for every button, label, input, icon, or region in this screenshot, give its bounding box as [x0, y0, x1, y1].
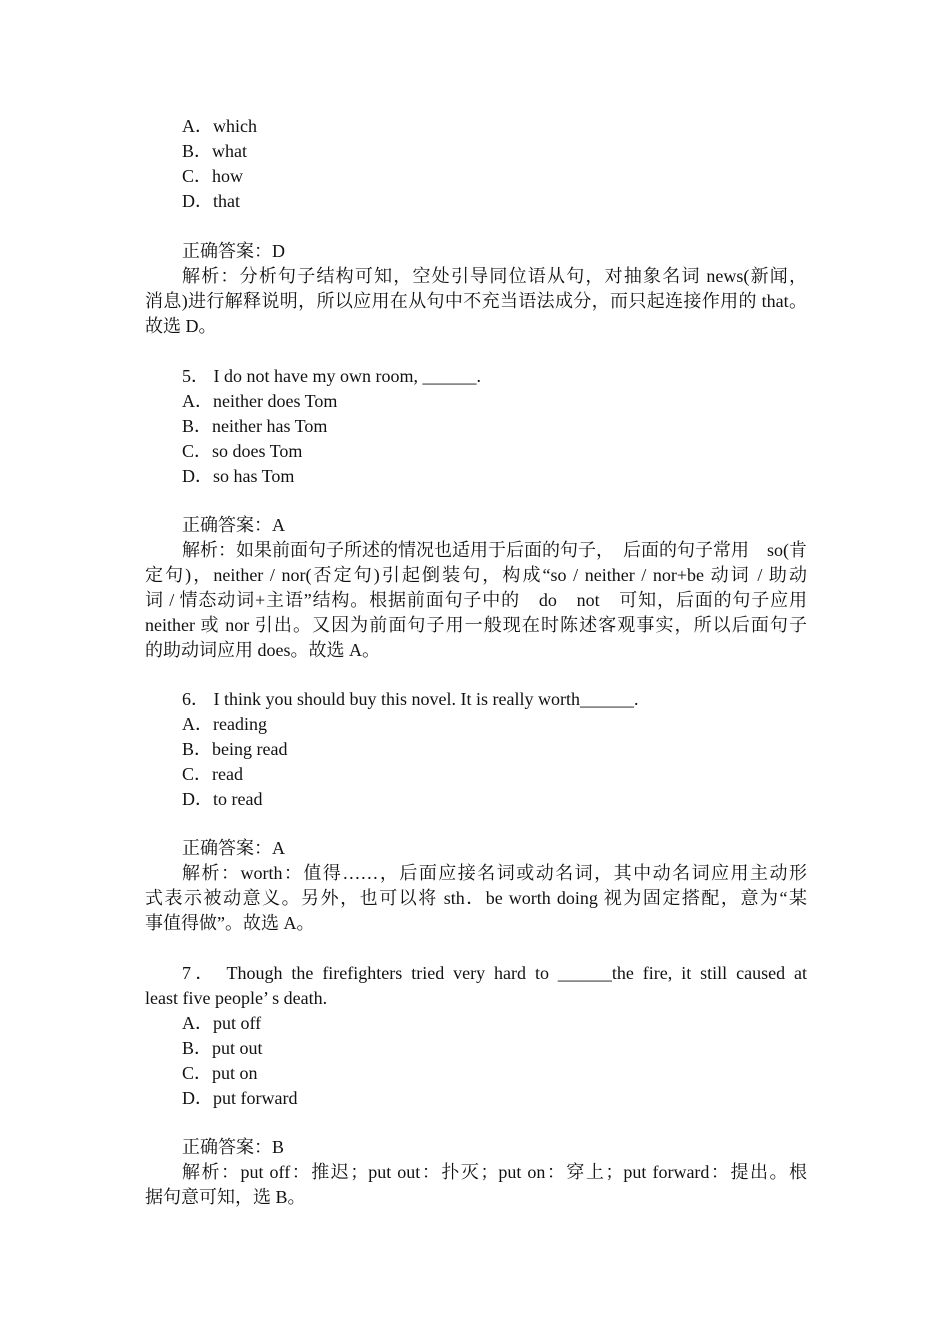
q6-stem: 6． I think you should buy this novel. It is really worth______.: [182, 689, 639, 709]
q5-option-c: C．so does Tom: [182, 441, 303, 461]
q4-option-a: A．which: [182, 116, 257, 136]
q6-analysis-line: 式表示被动意义。另外，也可以将 sth．be worth doing 视为固定搭配，意为“某: [145, 888, 807, 908]
q5-stem: 5． I do not have my own room, ______.: [182, 366, 481, 386]
q4-option-c: C．how: [182, 166, 244, 186]
q7-option-a: A．put off: [182, 1013, 262, 1033]
q4-answer: 正确答案：D: [182, 241, 285, 261]
q7-answer: 正确答案：B: [182, 1137, 285, 1157]
q4-analysis-line: 消息)进行解释说明，所以应用在从句中不充当语法成分，而只起连接作用的 that。: [145, 291, 807, 311]
q5-option-d: D．so has Tom: [182, 466, 295, 486]
q6-option-d: D．to read: [182, 789, 263, 809]
q4-option-b: B．what: [182, 141, 247, 161]
q6-analysis-line: 事值得做”。故选 A。: [145, 913, 315, 933]
q5-analysis-line: 定句)，neither / nor(否定句)引起倒装句，构成“so / neither / nor+be 动词 / 助动: [145, 565, 807, 585]
q4-analysis-line: 故选 D。: [145, 316, 217, 336]
q6-answer: 正确答案：A: [182, 838, 285, 858]
q6-option-a: A．reading: [182, 714, 267, 734]
q4-option-d: D．that: [182, 191, 240, 211]
q5-option-b: B．neither has Tom: [182, 416, 328, 436]
q6-analysis-line: 解析：worth：值得……，后面应接名词或动名词，其中动名词应用主动形: [182, 863, 807, 883]
q5-analysis-line: 词 / 情态动词+主语”结构。根据前面句子中的 do not 可知，后面的句子应用: [145, 590, 807, 610]
q7-option-c: C．put on: [182, 1063, 258, 1083]
q7-stem-continued: least five people’ s death.: [145, 988, 328, 1008]
q7-analysis-line: 解析：put off：推迟；put out：扑灭；put on：穿上；put forward：提出。根: [182, 1162, 807, 1182]
q5-answer: 正确答案：A: [182, 515, 285, 535]
q5-analysis-line: 解析：如果前面句子所述的情况也适用于后面的句子， 后面的句子常用 so(肯: [182, 540, 807, 560]
q5-analysis-line: neither 或 nor 引出。又因为前面句子用一般现在时陈述客观事实，所以后面句子: [145, 615, 807, 635]
q4-analysis-line: 解析：分析句子结构可知，空处引导同位语从句，对抽象名词 news(新闻，: [182, 266, 807, 286]
q6-option-c: C．read: [182, 764, 243, 784]
q7-option-b: B．put out: [182, 1038, 263, 1058]
q7-stem: 7． Though the firefighters tried very hard to ______the fire, it still caused at: [182, 963, 807, 983]
q5-analysis-line: 的助动词应用 does。故选 A。: [145, 640, 380, 660]
q7-option-d: D．put forward: [182, 1088, 298, 1108]
q5-option-a: A．neither does Tom: [182, 391, 338, 411]
q6-option-b: B．being read: [182, 739, 288, 759]
q7-analysis-line: 据句意可知，选 B。: [145, 1187, 306, 1207]
